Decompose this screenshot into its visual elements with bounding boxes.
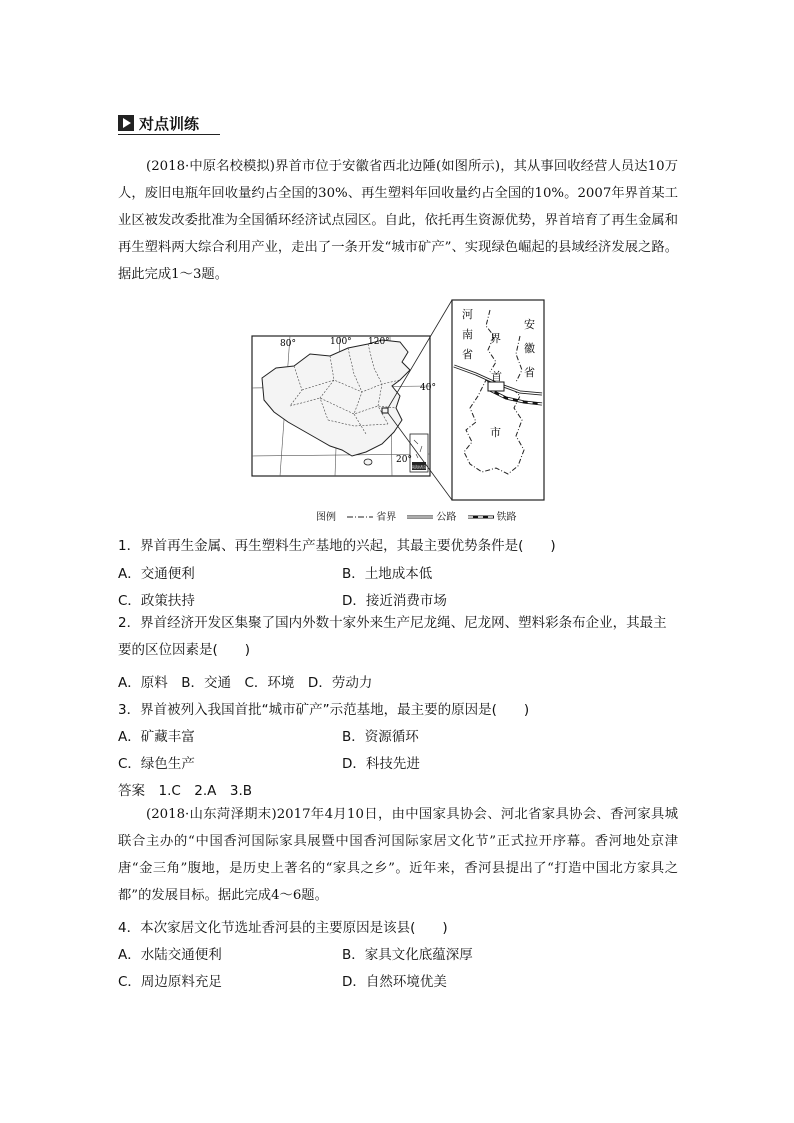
label-anhui-1: 安: [524, 318, 535, 331]
answer-1-3: 答案 1.C 2.A 3.B: [118, 783, 253, 799]
map-legend: [316, 508, 517, 523]
q1-option-c: C．政策扶持: [118, 593, 195, 609]
q4-option-d: D．自然环境优美: [342, 974, 447, 990]
jieshou-city-marker: [488, 382, 504, 391]
play-triangle-icon: [118, 115, 134, 131]
legend-railway: 铁路: [496, 512, 517, 523]
lat-label-20: 20°: [396, 455, 412, 465]
legend-highway: 公路: [436, 512, 457, 523]
question-4-stem: 4．本次家居文化节选址香河县的主要原因是该县( ): [118, 920, 448, 936]
map-figure: [250, 296, 550, 506]
q3-option-c: C．绿色生产: [118, 756, 195, 772]
legend-title: 图例: [316, 512, 336, 523]
legend-province-boundary: 省界: [376, 512, 397, 523]
q1-option-b: B．土地成本低: [342, 566, 433, 582]
railway-icon: [468, 514, 494, 520]
q3-option-a: A．矿藏丰富: [118, 729, 195, 745]
lon-label-80: 80°: [280, 339, 296, 349]
label-anhui-3: 省: [524, 366, 535, 379]
q4-option-c: C．周边原料充足: [118, 974, 222, 990]
passage-2: (2018·山东菏泽期末)2017年4月10日，由中国家具协会、河北省家具协会、香河家具城联合主办的“中国香河国际家具展暨中国香河国际家居文化节”正式拉开序幕。香河地处京津唐“金三角”腹地，是历史上著名的“家具之乡”。近年来，香河县提出了“打造中国北方家具之都”的发展目标。据此完成4～6题。: [118, 807, 678, 903]
passage-1: (2018·中原名校模拟)界首市位于安徽省西北边陲(如图所示)，其从事回收经营人员达10万人，废旧电瓶年回收量约占全国的30%、再生塑料年回收量约占全国的10%。2007年界首某工业区被发改委批准为全国循环经济试点园区。自此，依托再生资源优势，界首培育了再生金属和再生塑料两大综合利用产业，走出了一条开发“城市矿产”、实现绿色崛起的县域经济发展之路。据此完成1～3题。: [118, 159, 678, 282]
province-boundary-icon: [347, 514, 373, 520]
q1-option-a: A．交通便利: [118, 566, 195, 582]
question-1-stem: 1．界首再生金属、再生塑料生产基地的兴起，其最主要优势条件是( ): [118, 538, 556, 554]
label-jieshou-1: 界: [490, 332, 501, 345]
q4-option-a: A．水陆交通便利: [118, 947, 222, 963]
q1-option-d: D．接近消费市场: [342, 593, 447, 609]
lon-label-100: 100°: [330, 337, 352, 347]
label-jieshou-2: 首: [491, 370, 502, 383]
section-underline: [118, 134, 220, 135]
q3-option-b: B．资源循环: [342, 729, 419, 745]
q3-option-d: D．科技先进: [342, 756, 420, 772]
inset-label: 南海诸岛: [411, 464, 427, 470]
label-henan-2: 南: [462, 328, 473, 341]
question-2-stem: 2．界首经济开发区集聚了国内外数十家外来生产尼龙绳、尼龙网、塑料彩条布企业，其最主要的区位因素是( ): [118, 615, 667, 658]
highway-icon: [407, 514, 433, 520]
q2-options: A．原料 B．交通 C．环境 D．劳动力: [118, 675, 373, 691]
lat-label-40: 40°: [420, 383, 436, 393]
q4-option-b: B．家具文化底蕴深厚: [342, 947, 473, 963]
lon-label-120: 120°: [368, 337, 390, 347]
label-henan-3: 省: [462, 348, 473, 361]
label-henan-1: 河: [462, 308, 473, 321]
question-3-stem: 3．界首被列入我国首批“城市矿产”示范基地，最主要的原因是( ): [118, 702, 530, 718]
section-title: 对点训练: [139, 115, 200, 133]
label-jieshou-3: 市: [490, 426, 501, 439]
label-anhui-2: 徽: [524, 342, 535, 355]
